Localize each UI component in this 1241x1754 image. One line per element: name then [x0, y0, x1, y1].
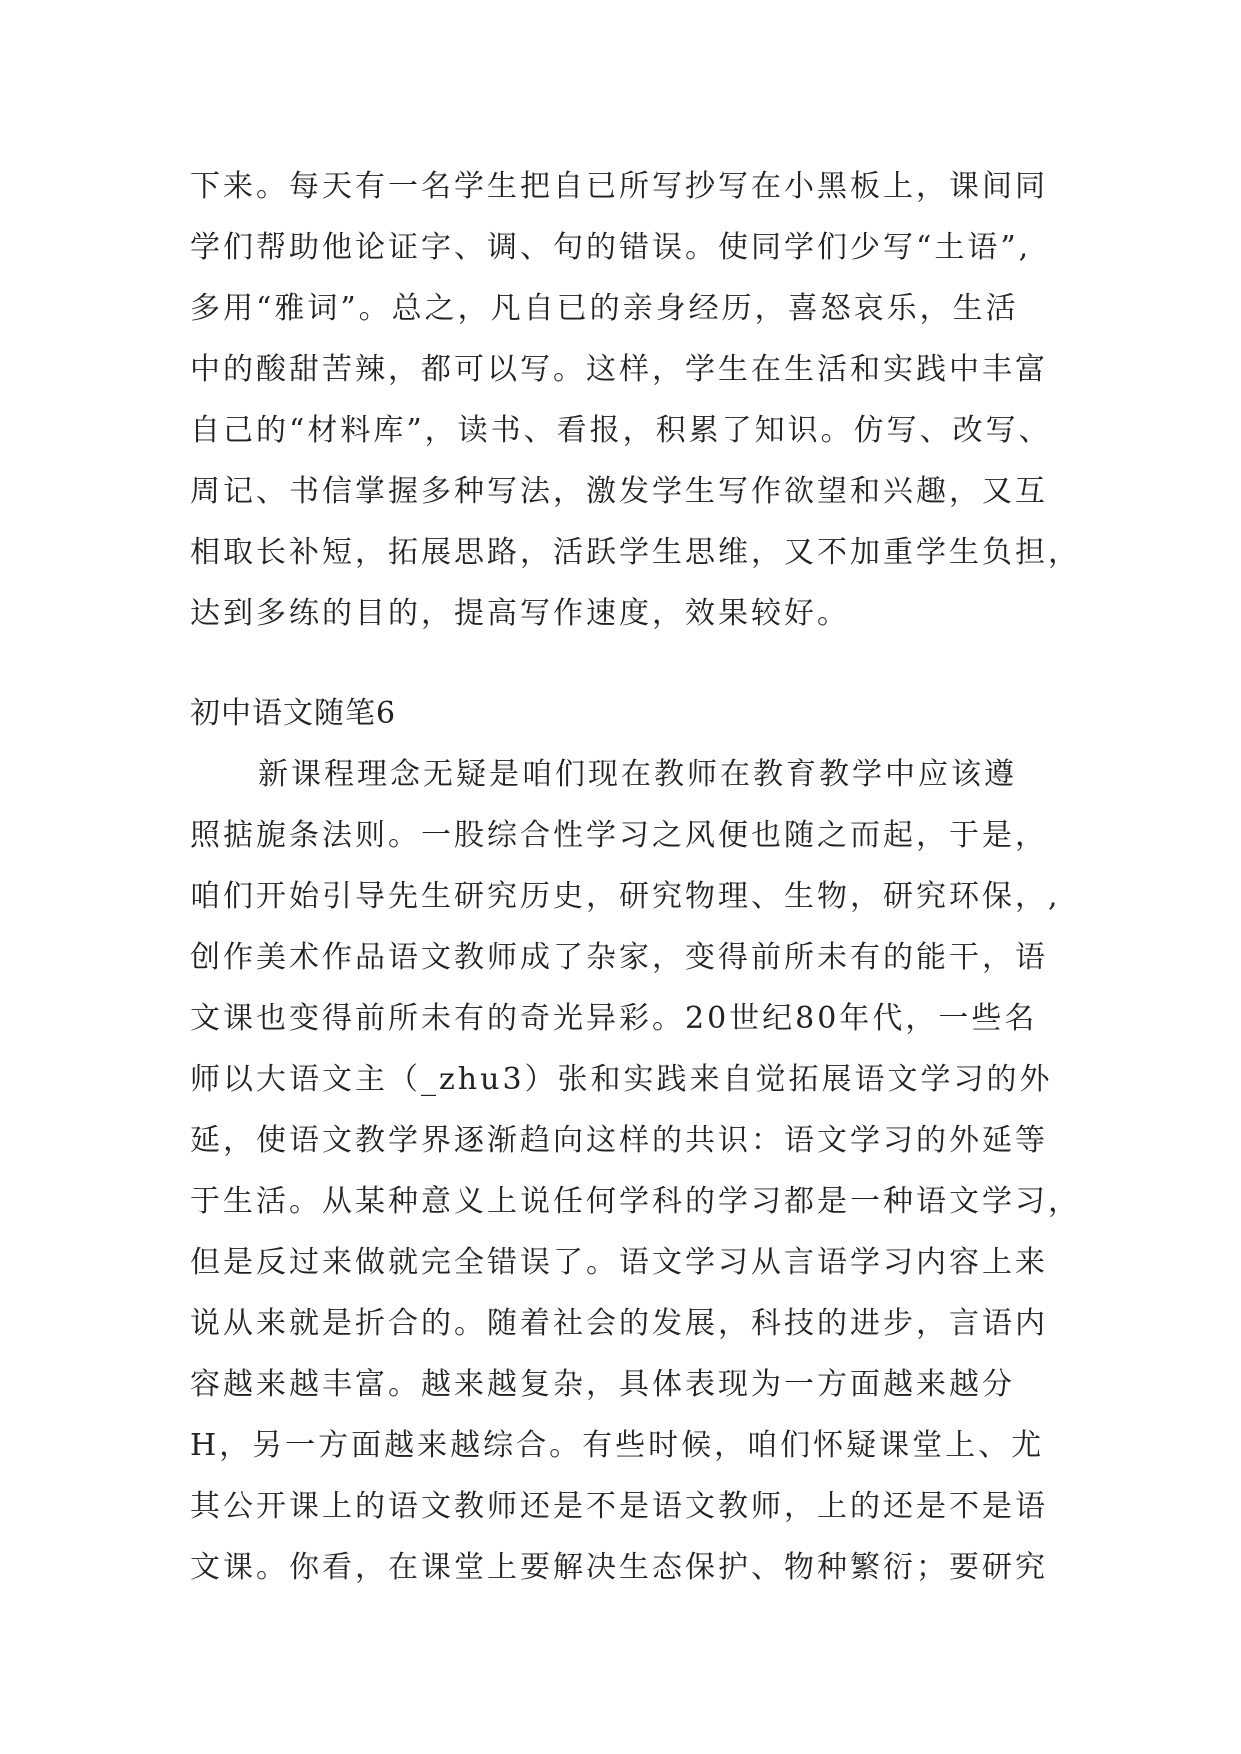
paragraph-line: 咱们开始引导先生研究历史，研究物理、生物，研究环保，, — [190, 879, 1061, 914]
paragraph-line: 但是反过来做就完全错误了。语文学习从言语学习内容上来 — [190, 1245, 1048, 1280]
section-paragraph — [190, 744, 1081, 1598]
paragraph-line: 多用“雅词”。总之，凡自已的亲身经历，喜怒哀乐，生活 — [190, 291, 1019, 326]
paragraph-line: 文课。你看，在课堂上要解决生态保护、物种繁衍；要研究 — [190, 1550, 1048, 1585]
continued-paragraph — [190, 156, 1081, 644]
paragraph-first-line: 新课程理念无疑是咱们现在教师在教育教学中应该遵 — [258, 757, 1017, 792]
paragraph-line: 延，使语文教学界逐渐趋向这样的共识：语文学习的外延等 — [190, 1123, 1048, 1158]
paragraph-line: 周记、书信掌握多种写法，激发学生写作欲望和兴趣，又互 — [190, 474, 1048, 509]
paragraph-line: 自己的“材料库”，读书、看报，积累了知识。仿写、改写、 — [190, 413, 1052, 448]
paragraph-line: 相取长补短，拓展思路，活跃学生思维，又不加重学生负担， — [190, 535, 1081, 570]
paragraph-line: H，另一方面越来越综合。有些时候，咱们怀疑课堂上、尤 — [190, 1428, 1045, 1463]
paragraph-line: 其公开课上的语文教师还是不是语文教师，上的还是不是语 — [190, 1489, 1048, 1524]
paragraph-line: 照掂旎条法则。一股综合性学习之风便也随之而起，于是， — [190, 818, 1048, 853]
section-title: 初中语文随笔6 — [190, 696, 397, 731]
paragraph-line: 说从来就是折合的。随着社会的发展，科技的进步，言语内 — [190, 1306, 1048, 1341]
paragraph-line: 达到多练的目的，提高写作速度，效果较好。 — [190, 596, 850, 631]
paragraph-line: 学们帮助他论证字、调、句的错误。使同学们少写“土语”, — [190, 230, 1032, 265]
paragraph-line: 创作美术作品语文教师成了杂家，变得前所未有的能干，语 — [190, 940, 1048, 975]
paragraph-line: 于生活。从某种意义上说任何学科的学习都是一种语文学习， — [190, 1184, 1081, 1219]
paragraph-line: 下来。每天有一名学生把自已所写抄写在小黑板上，课间同 — [190, 169, 1048, 204]
paragraph-line: 文课也变得前所未有的奇光异彩。20世纪80年代，一些名 — [190, 1001, 1038, 1036]
paragraph-line: 师以大语文主（_zhu3）张和实践来自觉拓展语文学习的外 — [190, 1062, 1053, 1097]
paragraph-line: 容越来越丰富。越来越复杂，具体表现为一方面越来越分 — [190, 1367, 1015, 1402]
paragraph-line: 中的酸甜苦辣，都可以写。这样，学生在生活和实践中丰富 — [190, 352, 1048, 387]
